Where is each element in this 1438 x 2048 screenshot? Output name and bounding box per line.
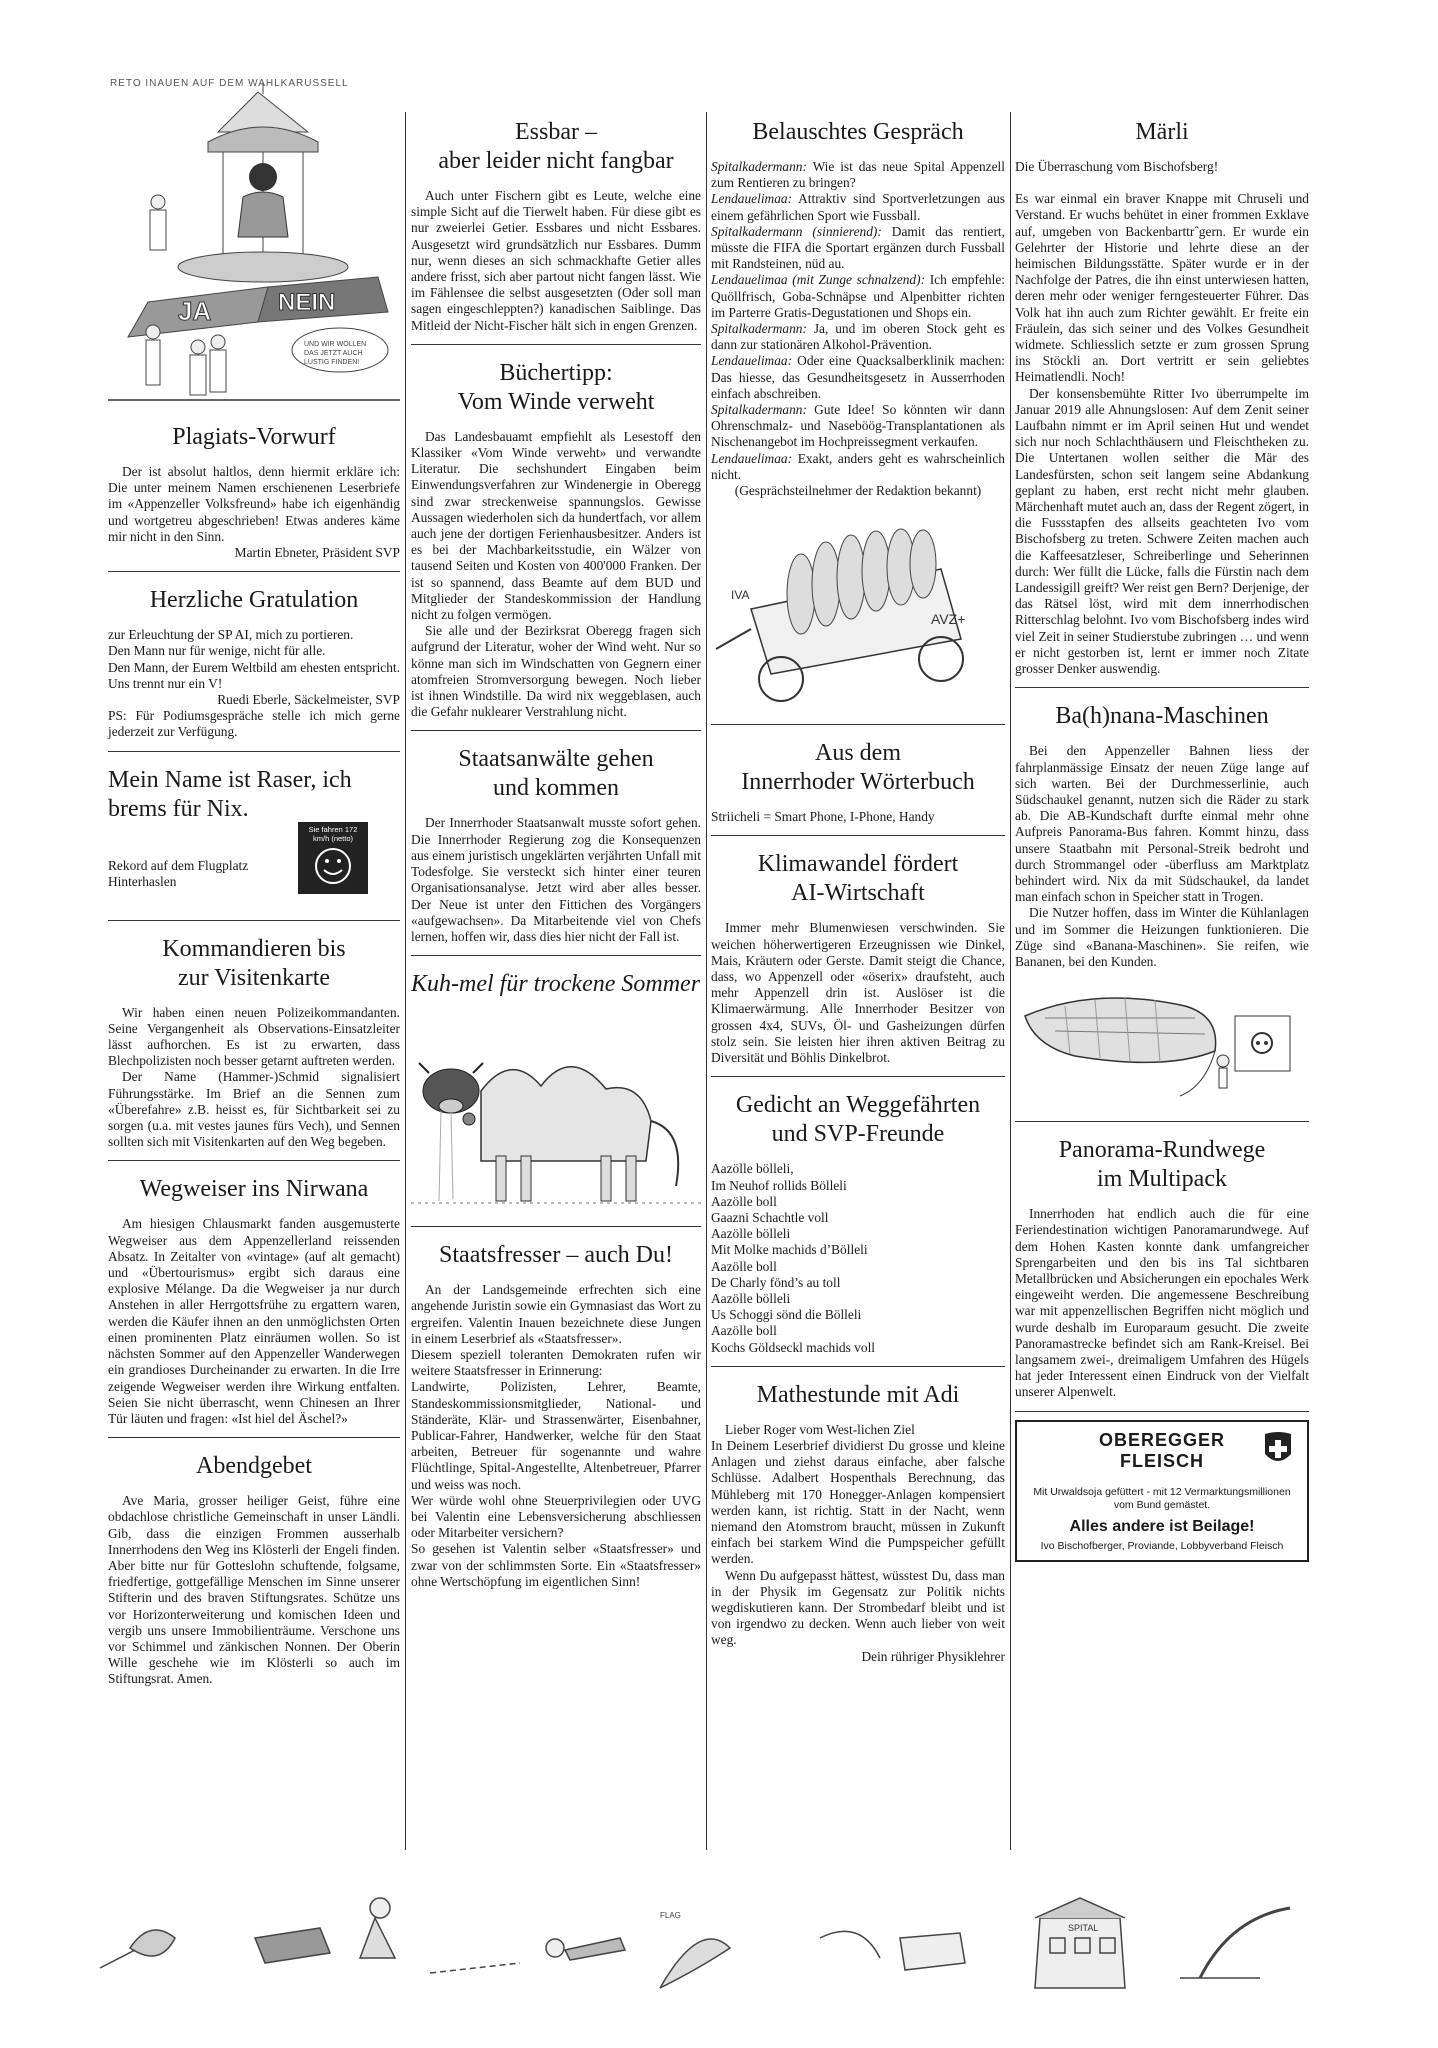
smiley-icon [298, 843, 368, 891]
divider [1015, 1121, 1309, 1122]
article-body: An der Landsgemeinde erfrechten sich eine angehende Juristin sowie ein Gymnasiast das Wort zu ergreifen. Valentin Inauen bezeichnete diese Jungen in einem Leserbrief als «Staatsfresser». [411, 1282, 701, 1346]
cartoon-bubble: UND WIR WOLLEN DAS JETZT AUCH LUSTIG FINDEN! [304, 341, 367, 366]
column-2 [411, 118, 701, 1594]
article-banana [1015, 702, 1309, 1111]
signature: Dein rühriger Physiklehrer [861, 1648, 1005, 1664]
divider [411, 955, 701, 956]
article-maerli [1015, 118, 1309, 677]
divider [108, 920, 400, 921]
article-body: Bei den Appenzeller Bahnen liess der fahrplanmässige Einsatz der neuen Züge lange auf sich warten. Bei der Durchmesserlinie, auch Südschaukel genannt, nutzen sich die Räder zu stark ab. Die AB-Kundschaft durfte einmal mehr ohne Aufpreis Panorama-Bus fahren. Kommt hinzu, dass unsere Staatbahn mit Personal-Streik bedroht und durch Strommangel oder -überfluss am Marktplatz behindert wird. Nix da mit Südschaukel, da landet man einfach schon in Speicher statt in Trogen. [1015, 743, 1309, 905]
article-body: Diesem speziell toleranten Demokraten rufen wir weitere Staatsfresser in Erinnerung: [411, 1346, 701, 1379]
ad-slogan: Alles andere ist Beilage! [1069, 1517, 1255, 1535]
headline: Mein Name ist Raser, ich brems für Nix. [108, 766, 352, 822]
headline: Aus dem Innerrhoder Wörterbuch [741, 740, 975, 796]
ad-title: FLEISCH [1119, 1450, 1204, 1471]
cartoon-ja: JA [178, 296, 212, 326]
speed-sign [298, 822, 368, 894]
article-body: Die Nutzer hoffen, dass im Winter die Kühlanlagen und im Sommer die Heizungen funktionieren. Die Züge sind «Banana-Maschinen». Sie reifen, wie Bananen, bei den Kunden. [1015, 905, 1309, 969]
cart-label: AVZ+ [931, 611, 966, 628]
dialogue-line: Lendauelimaa: Oder eine Quacksalberklinik machen: Das hiesse, das Gesundheitsgesetz in Ausserrhoden einfach abschreiben. [711, 353, 1005, 401]
cartoon-caption: RETO INAUEN AUF DEM WAHLKARUSSELL [110, 78, 349, 89]
article-note: (Gesprächsteilnehmer der Redaktion bekannt) [734, 483, 982, 499]
column-rule [1010, 112, 1011, 1850]
cart-cartoon [711, 499, 1005, 709]
divider [108, 1160, 400, 1161]
dialogue-line: Lendauelimaa (mit Zunge schnalzend): Ich empfehle: Quöllfrisch, Goba-Schnäpse und Alpenbitter richten im Parterre Gratis-Degustationen und Shops ein. [711, 272, 1005, 320]
article-gedicht [711, 1091, 1005, 1355]
article-gratulation [108, 586, 400, 740]
article-body: Rekord auf dem Flugplatz Hinterhaslen [108, 857, 249, 889]
article-body: Striicheli = Smart Phone, I-Phone, Handy [711, 809, 935, 825]
camel-cow-cartoon [411, 1011, 701, 1211]
column-1 [108, 72, 400, 1692]
article-staatsfresser [411, 1241, 701, 1590]
article-wegweiser [108, 1175, 400, 1427]
poem-line: Kochs Göldseckl machids voll [711, 1339, 876, 1355]
headline: Kommandieren bis zur Visitenkarte [162, 935, 346, 991]
article-body: Wenn Du aufgepasst hättest, wüsstest Du, dass man in der Physik im Gegensatz zur Politik nichts wegdiskutieren kann. Der Strombedarf bleibt und ist von irgendwo zu decken. Wenn auch lieber von weit weg. [711, 1567, 1005, 1648]
article-body: Ave Maria, grosser heiliger Geist, führe eine obdachlose christliche Gemeinschaft in unser Ländli. Gib, dass die einzigen Frommen ausserhalb Innerrhodens den Weg ins Klösterli der Engeli finden. Aber bitte nur für Gotteslohn schuftende, folgsame, friedfertige, gottgefällige Menschen im Sinne unserer Stifterin und des braven Stiftungsrates. Schütze uns vor Horizonterweiterung und komischen Ideen und vergib uns unsere Immobilienträume. Verschone uns vor Schimmel und zänkischen Nonnen. Der Oberin Wille geschehe wie im Klösterli so auch im Stiftungsrat. Amen. [108, 1493, 400, 1687]
article-klimawandel [711, 850, 1005, 1066]
article-woerterbuch [711, 739, 1005, 825]
article-staatsanwaelte [411, 745, 701, 945]
headline: Büchertipp: Vom Winde verweht [457, 359, 655, 415]
dialogue-line: Spitalkadermann: Ja, und im oberen Stock geht es dann zur stationären Alkohol-Prävention. [711, 321, 1005, 353]
dialogue-line: Spitalkadermann: Gute Idee! So könnten wir dann Ohrenschmalz- und Naseböög-Transplantationen als Nischenangebot im Hochpreissegment verkaufen. [711, 402, 1005, 450]
cart-label: IVA [731, 588, 750, 603]
poem-line: Aazölle boll [711, 1193, 777, 1209]
ad-text: Mit Urwaldsoja gefüttert - mit 12 Vermarktungsmillionen vom Bund gemästet. [1033, 1485, 1291, 1511]
cartoon-nein: NEIN [278, 289, 336, 316]
dialogue-line: Lendauelimaa: Exakt, anders geht es wahrscheinlich nicht. [711, 450, 1005, 482]
article-body: Wer würde wohl ohne Steuerprivilegien oder UVG bei Valentin eine Lebensversicherung abschliessen oder Mitarbeiter versichern? [411, 1492, 701, 1541]
footer-cartoon-strip [0, 1878, 1438, 2018]
article-body: Innerrhoden hat endlich auch die für eine Feriendestination wichtigen Panoramarundwege. Auf dem Hohen Kasten konnte dank umfangreicher Sprengarbeiten und den bis ins Tal sichtbaren Metallbrücken und Absicherungen ein epochales Werk eingeweiht werden. Die angemessene Beschreibung war mit appenzellischen Begriffen nicht möglich und wurde deshalb im Europaraum gesucht. Die zweite Panoramastrecke befindet sich am Rank-Kreisel. Bei langsamem zwei-, dreimaligem Umfahren des Hügels hat jeder Interessent einen Eindruck von der Vielfalt unserer Alpenwelt. [1015, 1206, 1309, 1400]
headline: Panorama-Rundwege im Multipack [1058, 1137, 1266, 1193]
article-body: Der ist absolut haltlos, denn hiermit erkläre ich: Die unter meinem Namen erschienenen Leserbriefe im «Appenzeller Volksfreund» habe ich eigenhändig und wortgetreu abgeschrieben! Etwas anderes käme mir nicht in den Sinn. [108, 464, 400, 544]
article-kommandieren [108, 935, 400, 1151]
divider [411, 730, 701, 731]
banana-train-cartoon [1015, 976, 1309, 1106]
headline: Gedicht an Weggefährten und SVP-Freunde [735, 1092, 981, 1148]
article-body: Der Innerrhoder Staatsanwalt musste sofort gehen. Die Innerrhoder Regierung zog die Konsequenzen aus einem juristisch ungeklärten verjährten Unfall mit Todesfolge. Sie versteckt sich hinter einer teuren Organisationsanalyse. Jetzt wird aber alles besser. Der Neue ist unter den Fittichen des Vorgängers «aufgewachsen». Da Mitarbeitende viel von Chefs lernen, hoffen wir, dass dies hier nicht der Fall ist. [411, 815, 701, 944]
headline: Staatsfresser – auch Du! [439, 1242, 673, 1269]
headline: Herzliche Gratulation [149, 587, 359, 614]
divider [108, 1437, 400, 1438]
article-body: In Deinem Leserbrief dividierst Du grosse und kleine Anlagen und ziehst daraus einfache, aber falsche Schlüsse. Adalbert Hospenthals Berechnung, das Mühleberg mit 170 Honegger-Anlagen kompensiert werden kann, ist richtig. Statt in der Nacht, wenn niemand den Atomstrom braucht, müssen in Zukunft einfach bei starkem Wind die Pumpspeicher gefüllt werden. [711, 1437, 1005, 1567]
article-body: Lieber Roger vom West-lichen Ziel [725, 1421, 915, 1437]
article-body: Am hiesigen Chlausmarkt fanden ausgemusterte Wegweiser aus dem Appenzellerland reissenden Absatz. In Zeitalter von «vintage» (auf alt gemacht) und «Übertourismus» ergibt sich daraus eine explosive Mélange. Da die Wegweiser ja nur durch Anstehen in aller Herrgottsfrühe zu ergattern waren, werden die Käufer ihnen an den unmöglichsten Orten einen prominenten Platz einräumen wollen. So ist nächsten Sommer auf den Appenzeller Wanderwegen ein grandioses Durcheinander zu erwarten. In die Irre zeigende Wegweiser werden ihre Wirkung entfalten. Seien Sie nicht überrascht, wenn Chinesen an Ihrer Tür läuten und fragen: «Ist hiel del Äschel?» [108, 1216, 400, 1426]
headline: Ba(h)nana-Maschinen [1055, 703, 1269, 730]
ad-sponsor: Ivo Bischofberger, Proviande, Lobbyverband Fleisch [1040, 1539, 1284, 1552]
headline: Plagiats-Vorwurf [172, 424, 336, 450]
article-body: Wir haben einen neuen Polizeikommandanten. Seine Vergangenheit als Observations-Einsatzleiter lässt aufhorchen. Es ist zu erwarten, dass Blechpolizisten noch besser getarnt auftreten werden. [108, 1004, 400, 1069]
article-body: Auch unter Fischern gibt es Leute, welche eine simple Sicht auf die Tierwelt haben. Für diese gibt es nur zweierlei Getier. Essbares und nicht Essbares. Ausgesetzt wird grundsätzlich nur Essbares. Dumm nur, wenn dieses an sich schmackhafte Getier alles andere frisst, sich aber partout nicht fangen lässt. Wie im Fählensee die selbst ausgesetzten (Oder soll man sagen eingeschleppten?) kanadischen Saiblinge. Das Mitleid der Nicht-Fischer hält sich in engen Grenzen. [411, 188, 701, 333]
divider [711, 724, 1005, 725]
dialogue-line: Lendauelimaa: Attraktiv sind Sportverletzungen aus einem gefährlichen Sport wie Fussball. [711, 191, 1005, 223]
poem-line: Us Schoggi sönd die Bölleli [711, 1307, 862, 1323]
signature: Ruedi Eberle, Säckelmeister, SVP [217, 692, 400, 708]
dialogue [711, 159, 1005, 483]
headline: Belauschtes Gespräch [752, 119, 964, 145]
article-mathestunde [711, 1381, 1005, 1665]
divider [108, 751, 400, 752]
headline: Märli [1135, 119, 1189, 145]
divider [411, 1226, 701, 1227]
article-body: Es war einmal ein braver Knappe mit Chruseli und Verstand. Er wuchs behütet in einer frommen Exklave auf, umgeben von Backenbarttrˆgern. Er wurde ein Gelehrter der Historie und lehrte diese an der heimischen Bildungsstätte. Später wurde er in der Nachfolge der Patres, die ihn einst unterwiesen hatten, deren mehr oder weniger ferngesteuerter Führer. Das Volk hat ihn auch zum Richter gewählt. Er freite ein Fräulein, das sich seiner und des Volkes Gesundheit widmete. Schliesslich setzte er zum grossen Sprung ins Stöckli an. Dort vertritt er sein geliebtes Heimatlendli. Noch! [1015, 191, 1309, 385]
poem-line: Aazölle boll [711, 1323, 777, 1339]
article-line: Den Mann, der Eurem Weltbild am ehesten entspricht. Uns trennt nur ein V! [108, 659, 400, 691]
divider [108, 571, 400, 572]
article-body: So gesehen ist Valentin selber «Staatsfresser» und zwar von der schlimmsten Sorte. Ein «Staatsfresser» ohne Wertschöpfung im eigentlichen Sinn! [411, 1541, 701, 1589]
speed-sign-text: Sie fahren 172 km/h (netto) [308, 824, 358, 843]
column-rule [706, 112, 707, 1850]
ad-obereggger-fleisch [1015, 1420, 1309, 1562]
poem-line: De Charly fönd’s au toll [711, 1274, 841, 1290]
poem-line: Aazölle bölleli [711, 1290, 791, 1306]
column-4 [1015, 118, 1309, 1562]
article-buechertipp [411, 359, 701, 721]
dialogue-line: Spitalkadermann: Wie ist das neue Spital Appenzell zum Rentieren zu bringen? [711, 159, 1005, 191]
article-body: Sie alle und der Bezirksrat Oberegg fragen sich aufgrund der Literatur, woher der Wind weht. Nur so könne man sich im Windschatten von Gegnern einer atomfreien Stromversorgung bewegen. Noch lieber ist ihnen Windstille. Da wird nix weggeblasen, auch die Gefahr nuklearer Verstrahlung nicht. [411, 623, 701, 720]
article-belauscht [711, 118, 1005, 714]
headline: Abendgebet [196, 1453, 312, 1480]
article-plagiat [108, 423, 400, 561]
swiss-cross-icon [1261, 1430, 1295, 1470]
article-line: Den Mann nur für wenige, nicht für alle. [108, 643, 326, 659]
divider [711, 1366, 1005, 1367]
divider [1015, 687, 1309, 688]
divider [411, 344, 701, 345]
dialogue-line: Spitalkadermann (sinnierend): Damit das rentiert, müsste die FIFA die Sportart ergänzen durch Fussball mit Randsteinen, nüd au. [711, 223, 1005, 272]
poem-line: Aazölle boll [711, 1258, 777, 1274]
headline: Staatsanwälte gehen und kommen [458, 746, 654, 802]
column-3 [711, 118, 1005, 1669]
poem-line: Aazölle bölleli [711, 1226, 791, 1242]
footer-spital-label: SPITAL [1068, 1923, 1099, 1933]
article-ps: PS: Für Podiumsgespräche stelle ich mich gerne jederzeit zur Verfügung. [108, 708, 400, 740]
headline: Mathestunde mit Adi [756, 1381, 960, 1408]
article-raser [108, 766, 400, 914]
article-line: zur Erleuchtung der SP AI, mich zu portieren. [108, 627, 354, 643]
article-body: Der konsensbemühte Ritter Ivo überrumpelte im Januar 2019 alle Ahnungslosen: Auf dem Zenit seiner Laufbahn nimmt er im April seinen Hut und wendet sich nur noch Schlachthäusern und Fleischtheken zu. Die Untertanen wollen seither die Mär des Landesfürsten, schon seit langem seine Abdankung geplant zu haben, erst recht nicht mehr glauben. Märchenhaft mutet auch an, dass der Regent zögert, in die Fussstapfen des allseits geachteten Ivo vom Bischofsberg zu treten. Schwere Zeiten machen auch die Kaffeesatzleser, Schreiberlinge und Seherinnen durch: Wer füllt die Lücke, falls die Fürstin nach dem Landessigill greift? Wer reist gen Bern? Derjenige, der das Rätsel löst, wird mit dem innerrhodischen Ritterschlag belohnt. Ivo vom Bischofsberg indes wird viel Zeit in seiner Studierstube zubringen … und wenn er nicht gestorben ist, lernt er immer noch Zitate grosser Denker auswendig. [1015, 385, 1309, 677]
article-body: Der Name (Hammer-)Schmid signalisiert Führungsstärke. Im Brief an die Sennen zum «Überefahre» z.B. heisst es, für Sichtbarkeit sei zu sorgen (u.a. mit vestes jaunes fürs Vech), und Sennen sollten sich mit Visitenkarten auf den Weg begeben. [108, 1069, 400, 1150]
poem-line: Gaazni Schachtle voll [711, 1209, 829, 1225]
headline: Kuh-mel für trockene Sommer [411, 971, 701, 998]
article-kuhmel [411, 970, 701, 1216]
headline: Wegweiser ins Nirwana [139, 1176, 369, 1203]
divider [711, 1076, 1005, 1077]
ad-title: OBEREGGER [1098, 1429, 1226, 1450]
article-subtitle: Die Überraschung vom Bischofsberg! [1015, 159, 1219, 174]
footer-flag-label: FLAG [660, 1911, 681, 1920]
column-rule [405, 112, 406, 1850]
divider [711, 835, 1005, 836]
poem-line: Aazölle bölleli, [711, 1161, 794, 1177]
headline: Essbar – aber leider nicht fangbar [438, 119, 674, 174]
article-abendgebet [108, 1452, 400, 1687]
article-body: Landwirte, Polizisten, Lehrer, Beamte, Standeskommissionsmitglieder, National- und Ständeräte, Klär- und Strassenwärter, Eisenbahner, Publicar-Fahrer, Handwerker, welche für den Staat arbeiten, Betreuer für sogenannte und wahre Flüchtlinge, Spital-Angestellte, Altenbetreuer, Pfarrer und weiss was noch. [411, 1379, 701, 1492]
carousel-cartoon [108, 72, 400, 402]
article-panorama [1015, 1136, 1309, 1400]
headline: Klimawandel fördert AI-Wirtschaft [757, 851, 959, 907]
divider [1015, 1411, 1309, 1412]
poem-line: Im Neuhof rollids Bölleli [711, 1177, 847, 1193]
article-body: Immer mehr Blumenwiesen verschwinden. Sie weichen höherwertigeren Erzeugnissen wie Dinkel, Mais, Kräutern oder Gerste. Damit steigt die Chance, dass, wo Appenzell oder «öserix» draufsteht, auch mehr Appenzell drin ist. Auslöser ist die Klimaerwärmung. Alle Innerrhoder Besitzer von grossen 4x4, SUVs, Öl- und Gasheizungen dürfen stolz sein. Sie leisten hier ihren aktiven Beitrag zu Diversität und Böhlis Dinkelbrot. [711, 920, 1005, 1066]
signature: Martin Ebneter, Präsident SVP [234, 545, 400, 561]
poem-line: Mit Molke machids d’Bölleli [711, 1242, 868, 1258]
article-body: Das Landesbauamt empfiehlt als Lesestoff den Klassiker «Vom Winde verweht» und verwandte Literatur. Die sechshundert Eingaben beim Einwendungsverfahren zur Windenergie in Oberegg sind zwar streckenweise spannungslos. Gewisse Aussagen wiederholen sich da hundertfach, vor allem auch jene der dortigen Ferienhausbesitzer. Anders ist es bei der Machbarkeitsstudie, ein Wälzer von tausend Seiten und Kosten von 400'000 Franken. Der ist so spannend, dass Beamte auf dem BUD und Mitglieder der Standeskommission der Handlung nicht zu folgen vermögen. [411, 428, 701, 623]
article-essbar [411, 118, 701, 334]
